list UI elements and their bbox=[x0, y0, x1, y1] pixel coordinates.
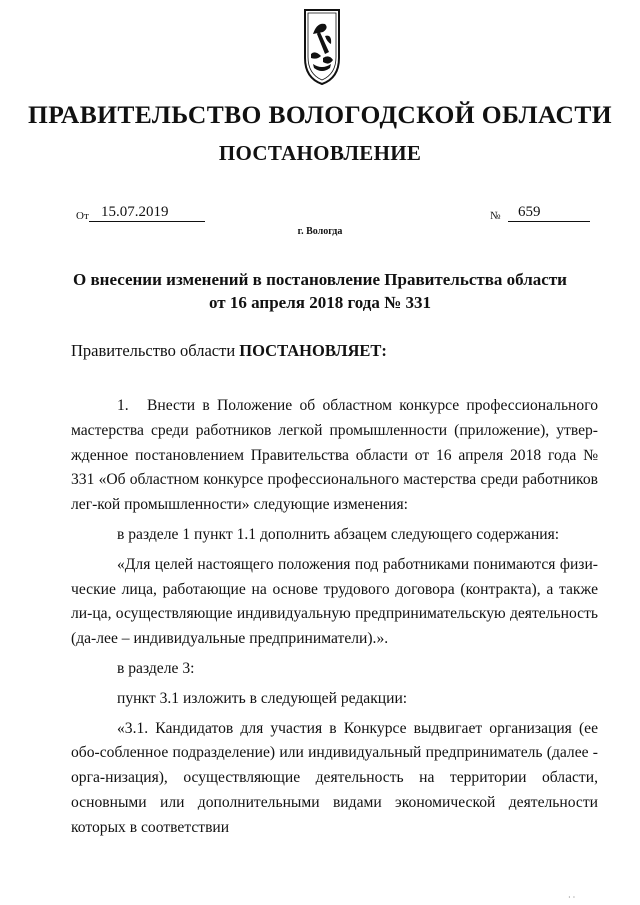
preamble-text: Правительство области bbox=[71, 341, 240, 360]
city: г. Вологда bbox=[297, 226, 343, 237]
date-label: От bbox=[76, 210, 89, 222]
document-date: 15.07.2019 bbox=[89, 204, 205, 222]
document-type: ПОСТАНОВЛЕНИЕ bbox=[218, 141, 422, 165]
paragraph-5: пункт 3.1 изложить в следующей редакции: bbox=[117, 689, 408, 707]
paragraph-1 bbox=[71, 394, 598, 518]
document-title bbox=[60, 268, 580, 314]
preamble bbox=[71, 341, 387, 361]
paragraph-number: 1. bbox=[117, 397, 129, 414]
preamble-verb: ПОСТАНОВЛЯЕТ: bbox=[239, 341, 387, 360]
paragraph-1-text: Внести в Положение об областном конкурсе профессионального мастерства среди работников легкой промышленности (приложение), утвер-жденное постановлением Правительства области от 16 апреля 2018 года № 331 «Об областном конкурсе профессионального мастерства среди работников лег-кой промышленности» следующие изменения: bbox=[71, 397, 598, 514]
paragraph-2: в разделе 1 пункт 1.1 дополнить абзацем следующего содержания: bbox=[117, 525, 560, 543]
paragraph-4: в разделе 3: bbox=[117, 659, 195, 677]
government-heading: ПРАВИТЕЛЬСТВО ВОЛОГОДСКОЙ ОБЛАСТИ bbox=[27, 100, 613, 129]
title-line-2: от 16 апреля 2018 года № 331 bbox=[209, 293, 431, 312]
document-body bbox=[71, 394, 598, 841]
title-line-1: О внесении изменений в постановление Правительства области bbox=[73, 270, 567, 289]
number-label: № bbox=[490, 210, 501, 222]
paragraph-3: «Для целей настоящего положения под работниками понимаются физи-ческие лица, работающие на основе трудового договора (контракта), а также ли-ца, осуществляющие индивидуальную предпринимательскую деятельность (да-лее – индивидуальные предприниматели).». bbox=[71, 555, 598, 648]
document-number: 659 bbox=[508, 204, 590, 222]
paragraph-6: «3.1. Кандидатов для участия в Конкурсе выдвигает организация (ее обо-собленное подразделение) или индивидуальный предприниматель (далее - орга-низация), осуществляющие деятельность на территории области, основными или дополнительными видами экономической деятельности которых в соответствии bbox=[71, 719, 598, 836]
page-mark: · · bbox=[568, 893, 576, 902]
coat-of-arms-icon bbox=[299, 8, 345, 86]
